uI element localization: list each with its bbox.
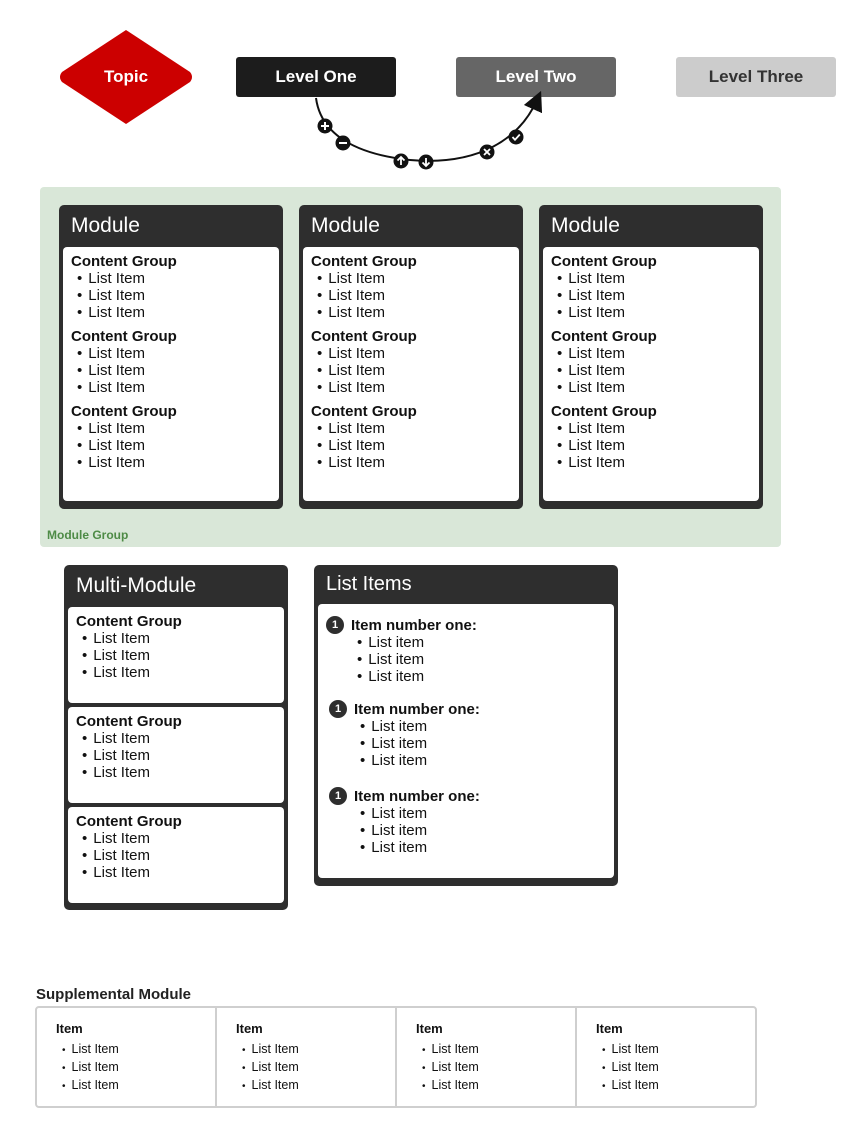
list-item: • List Item — [77, 437, 279, 454]
list-item: • List Item — [422, 1077, 575, 1095]
number-badge: 1 — [329, 787, 347, 805]
list-item: • List Item — [82, 830, 284, 847]
topic-node — [58, 28, 194, 126]
module-body — [63, 247, 279, 501]
content-group — [76, 613, 284, 681]
list-item: • List Item — [602, 1041, 755, 1059]
list-item: • List item — [360, 718, 614, 735]
list-item: • List Item — [242, 1077, 395, 1095]
numbered-item-title: Item number one: — [354, 700, 480, 718]
list-item: • List Item — [77, 362, 279, 379]
multi-module-title: Multi-Module — [76, 574, 197, 597]
numbered-item — [326, 700, 614, 769]
content-group-title: Content Group — [311, 403, 417, 420]
supplemental-cell — [577, 1008, 755, 1106]
list-item: • List Item — [602, 1059, 755, 1077]
list-item: • List Item — [317, 420, 519, 437]
content-group-panel — [68, 707, 284, 803]
supplemental-cell — [397, 1008, 577, 1106]
list-item: • List Item — [422, 1059, 575, 1077]
list-item: • List item — [360, 822, 614, 839]
list-item: • List Item — [77, 345, 279, 362]
list-item: • List Item — [317, 454, 519, 471]
list-item: • List Item — [77, 287, 279, 304]
list-item: • List Item — [77, 379, 279, 396]
content-group — [551, 253, 759, 321]
list-item: • List Item — [62, 1077, 215, 1095]
list-item: • List Item — [77, 454, 279, 471]
list-item: • List Item — [557, 437, 759, 454]
supplemental-cell — [217, 1008, 397, 1106]
level-one-box: Level One — [236, 57, 396, 97]
list-item: • List Item — [317, 287, 519, 304]
list-item: • List item — [357, 651, 614, 668]
arc-line — [316, 98, 537, 161]
content-group-list — [71, 345, 279, 396]
numbered-item-heading — [326, 616, 614, 634]
numbered-item-heading — [329, 787, 614, 805]
plus-circle-icon[interactable] — [318, 119, 333, 134]
list-item: • List Item — [77, 420, 279, 437]
list-item: • List Item — [77, 270, 279, 287]
module-card — [539, 205, 763, 509]
content-group-title: Content Group — [76, 813, 182, 830]
list-item: • List item — [357, 634, 614, 651]
content-group-title: Content Group — [551, 253, 657, 270]
content-group-title: Content Group — [311, 253, 417, 270]
content-group-panel — [68, 607, 284, 703]
numbered-item-title: Item number one: — [354, 787, 480, 805]
content-group-title: Content Group — [71, 403, 177, 420]
supplemental-list — [56, 1041, 215, 1095]
content-group-title: Content Group — [71, 253, 177, 270]
list-item: • List Item — [557, 345, 759, 362]
content-group — [71, 403, 279, 471]
list-item: • List Item — [82, 764, 284, 781]
supplemental-list — [416, 1041, 575, 1095]
numbered-item-heading — [329, 700, 614, 718]
list-item: • List Item — [82, 664, 284, 681]
module-card — [299, 205, 523, 509]
module-card — [59, 205, 283, 509]
list-item: • List Item — [557, 304, 759, 321]
numbered-item-list — [329, 805, 614, 856]
content-group-list — [76, 730, 284, 781]
list-item: • List Item — [82, 647, 284, 664]
content-group-title: Content Group — [76, 613, 182, 630]
list-item: • List item — [357, 668, 614, 685]
list-item: • List Item — [317, 437, 519, 454]
content-group — [311, 328, 519, 396]
supplemental-cell — [37, 1008, 217, 1106]
arrow-up-circle-icon[interactable] — [394, 154, 409, 169]
content-group-list — [76, 630, 284, 681]
list-item: • List Item — [557, 287, 759, 304]
content-group — [311, 403, 519, 471]
content-group-list — [311, 270, 519, 321]
close-circle-icon[interactable] — [480, 145, 495, 160]
list-item: • List Item — [62, 1059, 215, 1077]
level-three-box: Level Three — [676, 57, 836, 97]
list-item: • List Item — [242, 1059, 395, 1077]
content-group — [71, 328, 279, 396]
module-title: Module — [551, 214, 620, 237]
number-badge: 1 — [326, 616, 344, 634]
list-item: • List Item — [602, 1077, 755, 1095]
content-group — [551, 328, 759, 396]
list-item: • List Item — [422, 1041, 575, 1059]
list-item: • List Item — [557, 270, 759, 287]
list-items-card — [314, 565, 618, 886]
content-group-list — [551, 420, 759, 471]
content-group-title: Content Group — [551, 328, 657, 345]
list-item: • List Item — [557, 420, 759, 437]
multi-module-card — [64, 565, 288, 910]
numbered-item — [326, 616, 614, 685]
list-item: • List Item — [82, 730, 284, 747]
list-item: • List Item — [317, 270, 519, 287]
check-circle-icon[interactable] — [509, 130, 524, 145]
supplemental-item-title: Item — [56, 1021, 83, 1036]
list-item: • List Item — [557, 454, 759, 471]
content-group — [76, 813, 284, 881]
content-group-list — [76, 830, 284, 881]
content-group-list — [551, 270, 759, 321]
list-item: • List Item — [317, 379, 519, 396]
numbered-item — [326, 787, 614, 856]
content-group-title: Content Group — [71, 328, 177, 345]
list-item: • List Item — [62, 1041, 215, 1059]
list-item: • List Item — [82, 630, 284, 647]
list-item: • List item — [360, 805, 614, 822]
content-group-title: Content Group — [551, 403, 657, 420]
content-group — [551, 403, 759, 471]
content-group-list — [311, 345, 519, 396]
list-item: • List Item — [557, 362, 759, 379]
list-item: • List item — [360, 752, 614, 769]
content-group-list — [71, 270, 279, 321]
supplemental-list — [596, 1041, 755, 1095]
topic-label: Topic — [103, 67, 149, 86]
list-item: • List Item — [317, 362, 519, 379]
content-group-list — [311, 420, 519, 471]
supplemental-module — [35, 1006, 757, 1108]
list-item: • List item — [360, 839, 614, 856]
content-group — [76, 713, 284, 781]
arrow-down-circle-icon[interactable] — [419, 155, 434, 170]
list-item: • List Item — [317, 304, 519, 321]
list-item: • List item — [360, 735, 614, 752]
level-transition-arc — [300, 88, 550, 178]
content-group-title: Content Group — [76, 713, 182, 730]
content-group-list — [551, 345, 759, 396]
list-items-title: List Items — [326, 573, 412, 595]
module-title: Module — [311, 214, 380, 237]
list-item: • List Item — [82, 864, 284, 881]
module-body — [303, 247, 519, 501]
numbered-item-list — [326, 634, 614, 685]
content-group-title: Content Group — [311, 328, 417, 345]
numbered-item-title: Item number one: — [351, 616, 477, 634]
supplemental-module-title: Supplemental Module — [36, 986, 192, 1003]
list-item: • List Item — [82, 747, 284, 764]
module-body — [543, 247, 759, 501]
list-item: • List Item — [317, 345, 519, 362]
list-item: • List Item — [77, 304, 279, 321]
supplemental-item-title: Item — [416, 1021, 443, 1036]
list-items-body — [318, 604, 614, 878]
supplemental-item-title: Item — [236, 1021, 263, 1036]
content-group-list — [71, 420, 279, 471]
module-group-label: Module Group — [47, 528, 129, 542]
number-badge: 1 — [329, 700, 347, 718]
list-item: • List Item — [242, 1041, 395, 1059]
supplemental-item-title: Item — [596, 1021, 623, 1036]
module-title: Module — [71, 214, 140, 237]
content-group — [311, 253, 519, 321]
minus-circle-icon[interactable] — [336, 136, 351, 151]
list-item: • List Item — [557, 379, 759, 396]
level-two-box: Level Two — [456, 57, 616, 97]
content-group — [71, 253, 279, 321]
numbered-item-list — [329, 718, 614, 769]
supplemental-list — [236, 1041, 395, 1095]
content-group-panel — [68, 807, 284, 903]
list-item: • List Item — [82, 847, 284, 864]
